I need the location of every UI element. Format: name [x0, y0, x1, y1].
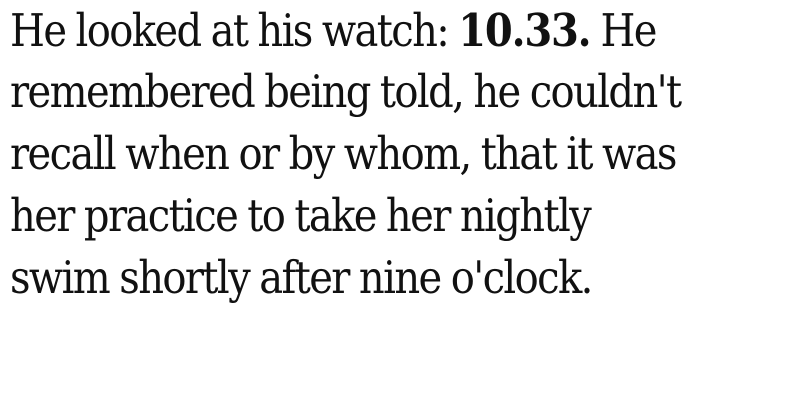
watch-time-emphasis: 10.33. — [458, 5, 591, 57]
passage-line-1 — [10, 0, 795, 62]
passage-line-3: recall when or by whom, that it was — [10, 129, 676, 180]
passage-line-2: remembered being told, he couldn't — [10, 67, 681, 118]
passage-line-5: swim shortly after nine o'clock. — [10, 253, 592, 304]
passage-line-4: her practice to take her nightly — [10, 191, 591, 242]
line-1-lead-text: He looked at his watch: — [10, 6, 459, 57]
line-1-trailing-text: He — [590, 6, 656, 57]
story-passage — [10, 0, 795, 310]
